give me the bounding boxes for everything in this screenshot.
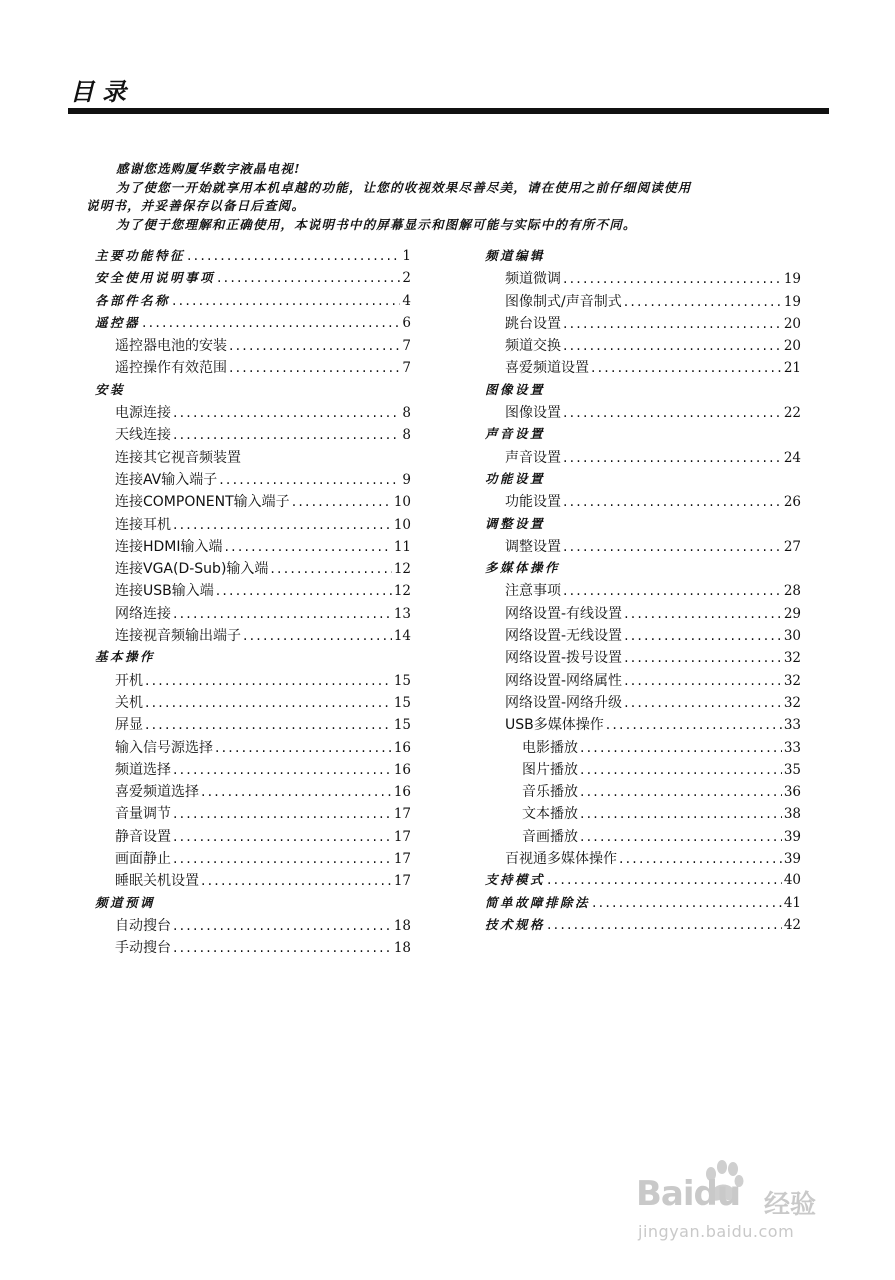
toc-leader-dots	[173, 918, 392, 934]
toc-section	[485, 469, 801, 491]
intro-line: 为了便于您理解和正确使用，本说明书中的屏幕显示和图解可能与实际中的有所不同。	[116, 216, 637, 232]
toc-leader-dots	[229, 360, 400, 376]
toc-entry-label: 手动搜台	[115, 940, 171, 957]
toc-entry-label: 基本操作	[95, 649, 156, 665]
toc-section	[485, 870, 801, 892]
toc-entry-label: 各部件名称	[95, 292, 171, 308]
toc-page-number: 15	[393, 694, 411, 711]
toc-entry-label: 多媒体操作	[485, 560, 561, 576]
toc-page-number: 12	[393, 583, 411, 600]
toc-entry-label: 网络连接	[115, 605, 171, 622]
toc-leader-dots	[145, 717, 392, 733]
toc-entry-label: 功能设置	[505, 494, 561, 511]
toc-section	[95, 246, 411, 268]
toc-leader-dots	[624, 673, 782, 689]
toc-entry-label: 网络设置-有线设置	[505, 605, 623, 622]
toc-entry	[95, 357, 411, 379]
toc-leader-dots	[563, 405, 782, 421]
toc-entry-label: 连接HDMI输入端	[115, 538, 223, 555]
toc-page-number: 20	[783, 338, 801, 355]
toc-entry-label: 图像设置	[485, 381, 546, 397]
toc-entry	[95, 915, 411, 937]
intro-text	[86, 160, 831, 234]
toc-leader-dots	[173, 517, 392, 533]
toc-entry	[95, 759, 411, 781]
toc-entry-label: 跳台设置	[505, 315, 561, 332]
toc-entry	[95, 424, 411, 446]
toc-entry-label: 音乐播放	[522, 784, 578, 801]
toc-entry	[485, 335, 801, 357]
toc-page-number: 9	[402, 471, 411, 488]
toc-entry	[95, 335, 411, 357]
toc-entry-label: 百视通多媒体操作	[505, 851, 617, 868]
toc-leader-dots	[563, 271, 782, 287]
toc-page-number: 17	[393, 873, 411, 890]
toc-page-number: 11	[393, 538, 411, 555]
toc-leader-dots	[606, 717, 782, 733]
toc-leader-dots	[547, 917, 782, 933]
page-title: 目录	[70, 77, 134, 106]
toc-entry-label: 主要功能特征	[95, 248, 186, 263]
toc-page-number: 13	[393, 605, 411, 622]
toc-leader-dots	[201, 784, 392, 800]
toc-entry-label: 连接VGA(D-Sub)输入端	[115, 561, 269, 578]
toc-leader-dots	[187, 248, 400, 264]
toc-entry	[485, 447, 801, 469]
toc-leader-dots	[173, 829, 392, 845]
toc-leader-dots	[145, 695, 392, 711]
toc-page-number: 16	[393, 739, 411, 756]
toc-page-number: 10	[393, 516, 411, 533]
toc-entry	[485, 670, 801, 692]
toc-entry-label: 电源连接	[115, 405, 171, 422]
toc-page-number: 18	[393, 940, 411, 957]
toc-page-number: 14	[393, 628, 411, 645]
toc-page-number: 10	[393, 494, 411, 511]
toc-page-number: 32	[783, 694, 801, 711]
watermark-logo: Baidu	[636, 1174, 741, 1214]
toc-leader-dots	[229, 338, 400, 354]
toc-entry-label: 开机	[115, 672, 143, 689]
toc-entry	[95, 625, 411, 647]
toc-page-number: 19	[783, 293, 801, 310]
toc-leader-dots	[292, 494, 392, 510]
toc-section	[485, 558, 801, 580]
toc-leader-dots	[173, 762, 392, 778]
toc-leader-dots	[580, 762, 782, 778]
toc-leader-dots	[563, 494, 782, 510]
toc-entry-label: 天线连接	[115, 427, 171, 444]
toc-leader-dots	[216, 583, 392, 599]
toc-entry-label: 连接视音频输出端子	[115, 628, 241, 645]
toc-leader-dots	[173, 405, 400, 421]
toc-entry	[95, 870, 411, 892]
toc-left-column	[95, 246, 411, 960]
toc-leader-dots	[201, 873, 392, 889]
toc-leader-dots	[173, 806, 392, 822]
toc-page-number: 33	[783, 717, 801, 734]
toc-leader-dots	[173, 940, 392, 956]
toc-leader-dots	[173, 427, 400, 443]
toc-page-number: 20	[783, 315, 801, 332]
toc-page-number: 12	[393, 561, 411, 578]
toc-entry-label: 频道交换	[505, 338, 561, 355]
title-rule	[68, 108, 829, 114]
toc-entry-label: 连接COMPONENT输入端子	[115, 494, 290, 511]
toc-entry	[485, 737, 801, 759]
toc-leader-dots	[142, 315, 400, 331]
toc-page-number: 17	[393, 806, 411, 823]
toc-entry-label: 频道选择	[115, 761, 171, 778]
toc-entry-label: 自动搜台	[115, 917, 171, 934]
toc-page-number: 16	[393, 784, 411, 801]
toc-section	[485, 915, 801, 937]
toc-leader-dots	[563, 338, 782, 354]
toc-page-number: 26	[783, 494, 801, 511]
toc-entry	[95, 558, 411, 580]
toc-entry-label: 连接耳机	[115, 516, 171, 533]
toc-entry-label: 静音设置	[115, 828, 171, 845]
toc-section	[95, 380, 411, 402]
toc-entry	[95, 469, 411, 491]
toc-entry	[485, 491, 801, 513]
toc-entry	[95, 447, 411, 469]
toc-entry-label: 功能设置	[485, 470, 546, 486]
toc-entry-label: 睡眠关机设置	[115, 873, 199, 890]
watermark-url: jingyan.baidu.com	[638, 1222, 795, 1241]
toc-entry	[95, 737, 411, 759]
toc-section	[485, 380, 801, 402]
toc-entry-label: 喜爱频道选择	[115, 784, 199, 801]
toc-leader-dots	[173, 851, 392, 867]
toc-section	[485, 514, 801, 536]
toc-leader-dots	[215, 740, 392, 756]
toc-entry	[485, 603, 801, 625]
toc-entry-label: 屏显	[115, 717, 143, 734]
toc-entry-label: 注意事项	[505, 583, 561, 600]
toc-section	[485, 893, 801, 915]
toc-entry-label: 图片播放	[522, 761, 578, 778]
toc-page-number: 36	[783, 784, 801, 801]
intro-line: 说明书，并妥善保存以备日后查阅。	[86, 198, 306, 213]
watermark-brand: 经验	[764, 1190, 817, 1220]
toc-page-number: 15	[393, 717, 411, 734]
toc-entry	[95, 781, 411, 803]
toc-leader-dots	[217, 270, 400, 286]
toc-section	[95, 291, 411, 313]
toc-page-number: 24	[783, 449, 801, 466]
toc-entry-label: 频道编辑	[485, 248, 546, 263]
toc-leader-dots	[580, 829, 782, 845]
toc-entry-label: 关机	[115, 694, 143, 711]
toc-entry	[485, 848, 801, 870]
toc-entry	[485, 402, 801, 424]
toc-page-number: 7	[402, 360, 411, 377]
toc-entry-label: 连接USB输入端	[115, 583, 214, 600]
toc-leader-dots	[243, 628, 392, 644]
toc-entry	[485, 536, 801, 558]
toc-entry	[485, 781, 801, 803]
toc-entry	[95, 491, 411, 513]
toc-page-number: 38	[783, 806, 801, 823]
toc-leader-dots	[173, 606, 392, 622]
toc-entry	[485, 692, 801, 714]
toc-page-number: 4	[402, 292, 411, 309]
toc-entry	[485, 580, 801, 602]
toc-leader-dots	[580, 740, 782, 756]
toc-entry-label: 遥控操作有效范围	[115, 360, 227, 377]
toc-entry-label: 频道微调	[505, 271, 561, 288]
toc-entry-label: 调整设置	[485, 515, 546, 531]
toc-entry	[95, 848, 411, 870]
toc-page-number: 18	[393, 917, 411, 934]
toc-entry-label: 网络设置-拨号设置	[505, 650, 623, 667]
toc-entry	[95, 937, 411, 959]
toc-leader-dots	[219, 472, 400, 488]
toc-entry-label: 技术规格	[485, 916, 546, 932]
toc-entry-label: 调整设置	[505, 538, 561, 555]
toc-page-number: 40	[783, 872, 801, 889]
toc-entry	[485, 625, 801, 647]
toc-entry-label: 遥控器	[95, 314, 141, 330]
toc-entry	[95, 580, 411, 602]
toc-section	[95, 313, 411, 335]
toc-page-number: 8	[402, 405, 411, 422]
toc-page-number: 27	[783, 538, 801, 555]
toc-right-column	[485, 246, 801, 937]
toc-page-number: 30	[783, 628, 801, 645]
toc-entry-label: 音量调节	[115, 806, 171, 823]
toc-entry-label: 声音设置	[505, 449, 561, 466]
toc-entry	[485, 714, 801, 736]
toc-entry	[485, 759, 801, 781]
toc-page-number: 22	[783, 405, 801, 422]
toc-page-number: 19	[783, 271, 801, 288]
toc-page-number: 1	[402, 248, 411, 264]
toc-entry	[95, 402, 411, 424]
baidu-jingyan-watermark	[636, 1160, 831, 1270]
toc-entry-label: 画面静止	[115, 851, 171, 868]
toc-entry-label: 图像制式/声音制式	[505, 293, 622, 310]
toc-section	[95, 268, 411, 290]
toc-page-number: 17	[393, 828, 411, 845]
toc-entry-label: 图像设置	[505, 405, 561, 422]
toc-leader-dots	[547, 872, 782, 888]
toc-section	[485, 424, 801, 446]
toc-entry	[95, 514, 411, 536]
toc-leader-dots	[580, 784, 782, 800]
toc-entry	[485, 313, 801, 335]
toc-page-number: 33	[783, 739, 801, 756]
toc-entry-label: 输入信号源选择	[115, 739, 213, 756]
toc-page-number: 32	[783, 650, 801, 667]
toc-leader-dots	[592, 895, 782, 911]
toc-leader-dots	[563, 539, 782, 555]
toc-entry	[95, 536, 411, 558]
toc-page-number: 16	[393, 761, 411, 778]
toc-entry-label: 网络设置-网络升级	[505, 694, 623, 711]
toc-leader-dots	[563, 450, 782, 466]
toc-entry-label: 简单故障排除法	[485, 894, 591, 910]
intro-line: 感谢您选购厦华数字液晶电视!	[116, 161, 301, 176]
intro-line: 为了使您一开始就享用本机卓越的功能，让您的收视效果尽善尽美，请在使用之前仔细阅读使用	[116, 179, 692, 195]
toc-entry-label: 安装	[95, 381, 126, 397]
toc-page-number: 21	[783, 360, 801, 377]
toc-leader-dots	[172, 293, 400, 309]
toc-page-number: 17	[393, 851, 411, 868]
toc-section	[95, 647, 411, 669]
toc-leader-dots	[591, 360, 782, 376]
toc-entry-label: 连接其它视音频装置	[115, 449, 241, 466]
toc-page-number: 42	[783, 916, 801, 933]
toc-page-number: 7	[402, 338, 411, 355]
toc-entry-label: 声音设置	[485, 426, 546, 442]
toc-leader-dots	[624, 628, 782, 644]
toc-entry	[485, 803, 801, 825]
toc-leader-dots	[225, 539, 392, 555]
toc-entry	[95, 714, 411, 736]
toc-page-number: 6	[402, 314, 411, 331]
toc-entry	[95, 803, 411, 825]
toc-leader-dots	[270, 561, 391, 577]
toc-page-number: 28	[783, 583, 801, 600]
toc-entry	[95, 692, 411, 714]
toc-entry	[485, 268, 801, 290]
toc-page-number: 39	[783, 828, 801, 845]
toc-entry-label: 支持模式	[485, 872, 546, 888]
toc-entry	[95, 670, 411, 692]
toc-leader-dots	[563, 316, 782, 332]
toc-leader-dots	[145, 673, 392, 689]
toc-leader-dots	[624, 294, 782, 310]
toc-entry-label: 文本播放	[522, 806, 578, 823]
toc-entry-label: 安全使用说明事项	[95, 270, 216, 286]
toc-section	[95, 893, 411, 915]
toc-page-number: 8	[402, 427, 411, 444]
toc-entry	[485, 357, 801, 379]
toc-leader-dots	[580, 806, 782, 822]
toc-entry-label: 网络设置-网络属性	[505, 672, 623, 689]
toc-page-number: 41	[783, 894, 801, 911]
toc-entry	[485, 826, 801, 848]
toc-entry-label: 连接AV输入端子	[115, 471, 218, 488]
toc-entry	[95, 603, 411, 625]
toc-entry-label: 喜爱频道设置	[505, 360, 589, 377]
toc-entry	[485, 291, 801, 313]
toc-page-number: 35	[783, 761, 801, 778]
toc-leader-dots	[619, 851, 782, 867]
toc-entry-label: USB多媒体操作	[505, 717, 604, 734]
toc-entry	[485, 647, 801, 669]
toc-entry-label: 频道预调	[95, 894, 156, 910]
toc-page-number: 2	[402, 270, 411, 287]
toc-section	[485, 246, 801, 268]
toc-entry-label: 网络设置-无线设置	[505, 628, 623, 645]
toc-entry	[95, 826, 411, 848]
toc-entry-label: 电影播放	[522, 739, 578, 756]
toc-page-number: 29	[783, 605, 801, 622]
toc-page-number: 15	[393, 672, 411, 689]
toc-leader-dots	[563, 583, 782, 599]
toc-entry-label: 遥控器电池的安装	[115, 338, 227, 355]
toc-page-number: 39	[783, 851, 801, 868]
toc-leader-dots	[624, 606, 782, 622]
toc-leader-dots	[624, 695, 782, 711]
toc-leader-dots	[624, 650, 782, 666]
toc-page-number: 32	[783, 672, 801, 689]
toc-entry-label: 音画播放	[522, 828, 578, 845]
